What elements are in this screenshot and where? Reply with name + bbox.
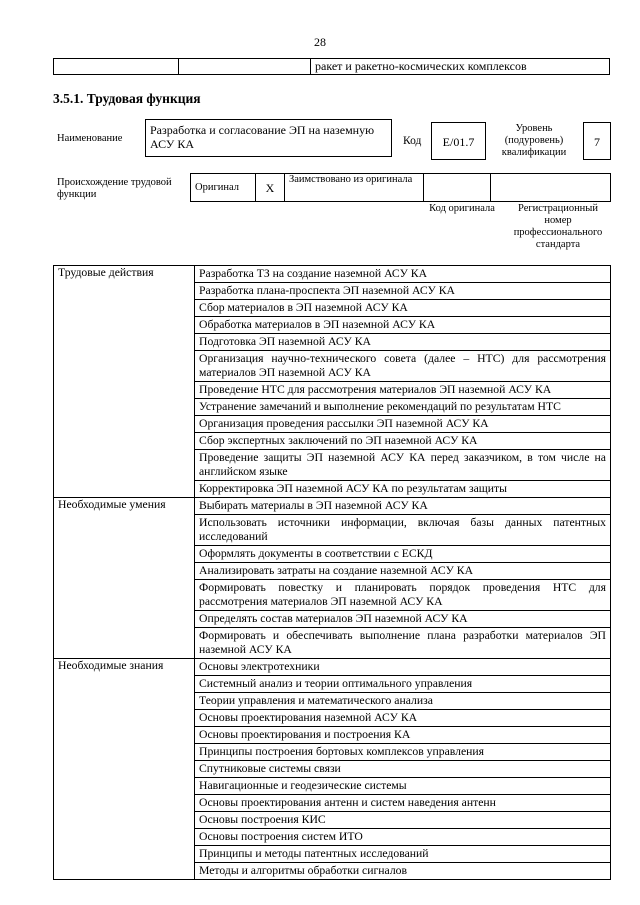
section-title: 3.5.1. Трудовая функция bbox=[53, 91, 201, 106]
reg-number-label: Регистрационный номер профессионального стандарта bbox=[513, 203, 603, 250]
level-label: Уровень (подуровень) квалификации bbox=[501, 123, 567, 158]
section-category: Необходимые умения bbox=[54, 498, 195, 659]
table-cell: Разработка ТЗ на создание наземной АСУ КА bbox=[195, 266, 611, 283]
table-cell: Формировать повестку и планировать порядок проведения НТС для рассмотрения материалов ЭП наземной АСУ КА bbox=[195, 580, 611, 611]
table-cell: Разработка плана-проспекта ЭП наземной АСУ КА bbox=[195, 283, 611, 300]
table-cell: Основы построения систем ИТО bbox=[195, 829, 611, 846]
table-cell: Спутниковые системы связи bbox=[195, 761, 611, 778]
table-cell: Навигационные и геодезические системы bbox=[195, 778, 611, 795]
name-value: Разработка и согласование ЭП на наземную АСУ КА bbox=[150, 123, 375, 151]
original-label: Оригинал bbox=[191, 174, 256, 202]
table-row bbox=[54, 266, 611, 283]
table-cell: Основы построения КИС bbox=[195, 812, 611, 829]
main-table bbox=[53, 265, 611, 880]
table-cell: Формировать и обеспечивать выполнение плана разработки материалов ЭП наземной АСУ КА bbox=[195, 628, 611, 659]
original-mark: X bbox=[256, 174, 285, 202]
table-row bbox=[54, 659, 611, 676]
table-cell: Выбирать материалы в ЭП наземной АСУ КА bbox=[195, 498, 611, 515]
top-strip-table bbox=[53, 58, 610, 75]
table-cell: Организация проведения рассылки ЭП наземной АСУ КА bbox=[195, 416, 611, 433]
table-cell: Системный анализ и теории оптимального управления bbox=[195, 676, 611, 693]
code-value: E/01.7 bbox=[442, 135, 475, 149]
table-cell: Проведение НТС для рассмотрения материалов ЭП наземной АСУ КА bbox=[195, 382, 611, 399]
table-cell: Основы проектирования антенн и систем наведения антенн bbox=[195, 795, 611, 812]
table-cell: Определять состав материалов ЭП наземной АСУ КА bbox=[195, 611, 611, 628]
table-cell: Основы проектирования наземной АСУ КА bbox=[195, 710, 611, 727]
table-cell: Подготовка ЭП наземной АСУ КА bbox=[195, 334, 611, 351]
table-cell: Основы электротехники bbox=[195, 659, 611, 676]
table-cell: Оформлять документы в соответствии с ЕСКД bbox=[195, 546, 611, 563]
table-cell: Принципы и методы патентных исследований bbox=[195, 846, 611, 863]
name-label: Наименование bbox=[57, 133, 123, 144]
table-cell: Принципы построения бортовых комплексов управления bbox=[195, 744, 611, 761]
level-value: 7 bbox=[594, 135, 600, 149]
code-value-box bbox=[431, 122, 486, 160]
table-cell: Устранение замечаний и выполнение рекомендаций по результатам НТС bbox=[195, 399, 611, 416]
borrowed-label: Заимствовано из оригинала bbox=[285, 174, 424, 202]
table-cell: Теории управления и математического анализа bbox=[195, 693, 611, 710]
origin-table bbox=[190, 173, 611, 202]
table-cell: Сбор экспертных заключений по ЭП наземной АСУ КА bbox=[195, 433, 611, 450]
section-category: Необходимые знания bbox=[54, 659, 195, 880]
table-cell: Корректировка ЭП наземной АСУ КА по результатам защиты bbox=[195, 481, 611, 498]
table-row bbox=[54, 498, 611, 515]
table-cell: Обработка материалов в ЭП наземной АСУ КА bbox=[195, 317, 611, 334]
table-cell: Анализировать затраты на создание наземной АСУ КА bbox=[195, 563, 611, 580]
table-cell: Организация научно-технического совета (далее – НТС) для рассмотрения материалов ЭП наземной АСУ КА bbox=[195, 351, 611, 382]
code-original-label: Код оригинала bbox=[429, 203, 495, 214]
section-category: Трудовые действия bbox=[54, 266, 195, 498]
table-cell: Методы и алгоритмы обработки сигналов bbox=[195, 863, 611, 880]
name-value-box bbox=[145, 119, 392, 157]
page-number: 28 bbox=[314, 35, 326, 49]
table-cell: Проведение защиты ЭП наземной АСУ КА перед заказчиком, в том числе на английском языке bbox=[195, 450, 611, 481]
top-strip-text: ракет и ракетно-космических комплексов bbox=[311, 59, 610, 75]
table-cell: Сбор материалов в ЭП наземной АСУ КА bbox=[195, 300, 611, 317]
table-cell: Основы проектирования и построения КА bbox=[195, 727, 611, 744]
origin-label: Происхождение трудовой функции bbox=[57, 177, 172, 200]
table-cell: Использовать источники информации, включая базы данных патентных исследований bbox=[195, 515, 611, 546]
level-value-box bbox=[583, 122, 611, 160]
code-label: Код bbox=[403, 135, 422, 147]
